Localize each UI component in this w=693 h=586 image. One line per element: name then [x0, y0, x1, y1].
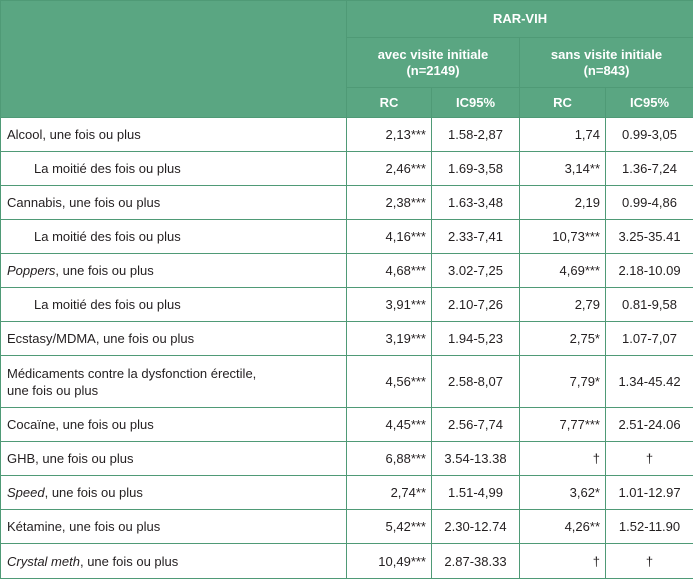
table-row	[1, 442, 693, 476]
cell-rc-avec: 4,16***	[347, 220, 432, 254]
table-row	[1, 356, 693, 408]
table-row	[1, 254, 693, 288]
table-row	[1, 152, 693, 186]
row-label	[1, 442, 347, 476]
cell-ic-avec: 2.33-7,41	[432, 220, 520, 254]
row-label	[1, 356, 347, 408]
cell-ic-sans: 1.52-11.90	[606, 510, 693, 544]
row-label-italic: Poppers	[7, 263, 56, 278]
row-label-text: Kétamine, une fois ou plus	[7, 519, 161, 534]
cell-ic-avec: 1.58-2,87	[432, 118, 520, 152]
subgroup-label: avec visite initiale	[377, 46, 489, 62]
cell-ic-sans: †	[606, 544, 693, 579]
row-label	[1, 254, 347, 288]
cell-rc-avec: 6,88***	[347, 442, 432, 476]
table-row	[1, 544, 693, 579]
column-header-ic: IC95%	[606, 88, 693, 118]
cell-ic-sans: 1.01-12.97	[606, 476, 693, 510]
row-label	[1, 510, 347, 544]
row-label	[1, 220, 347, 254]
row-label-text: Alcool, une fois ou plus	[7, 127, 141, 142]
row-label-text: GHB, une fois ou plus	[7, 451, 134, 466]
row-label-italic: Speed	[7, 485, 45, 500]
table-row	[1, 408, 693, 442]
cell-rc-avec: 4,45***	[347, 408, 432, 442]
cell-ic-avec: 2.87-38.33	[432, 544, 520, 579]
cell-rc-avec: 4,56***	[347, 356, 432, 408]
subgroup-n: (n=2149)	[406, 62, 460, 78]
column-header-rc: RC	[520, 88, 606, 118]
cell-rc-sans: 2,19	[520, 186, 606, 220]
cell-rc-avec: 5,42***	[347, 510, 432, 544]
cell-ic-avec: 2.30-12.74	[432, 510, 520, 544]
cell-rc-avec: 3,91***	[347, 288, 432, 322]
group-header: RAR-VIH	[347, 1, 693, 38]
column-header-ic: IC95%	[432, 88, 520, 118]
cell-ic-sans: 1.36-7,24	[606, 152, 693, 186]
cell-ic-avec: 1.51-4,99	[432, 476, 520, 510]
cell-ic-avec: 2.10-7,26	[432, 288, 520, 322]
row-label-text: La moitié des fois ou plus	[34, 229, 181, 244]
row-label	[1, 544, 347, 579]
cell-ic-avec: 1.69-3,58	[432, 152, 520, 186]
table-row	[1, 118, 693, 152]
cell-rc-sans: †	[520, 544, 606, 579]
cell-ic-sans: 2.18-10.09	[606, 254, 693, 288]
subgroup-header-avec	[347, 38, 520, 88]
row-label	[1, 118, 347, 152]
cell-rc-avec: 2,74**	[347, 476, 432, 510]
row-label	[1, 408, 347, 442]
cell-rc-sans: 7,79*	[520, 356, 606, 408]
cell-ic-sans: †	[606, 442, 693, 476]
row-label	[1, 152, 347, 186]
row-label-text: , une fois ou plus	[55, 263, 154, 278]
cell-rc-sans: 10,73***	[520, 220, 606, 254]
cell-rc-sans: 7,77***	[520, 408, 606, 442]
cell-ic-sans: 0.81-9,58	[606, 288, 693, 322]
cell-rc-sans: 1,74	[520, 118, 606, 152]
table-row	[1, 186, 693, 220]
subgroup-label: sans visite initiale	[550, 46, 663, 62]
cell-rc-avec: 2,38***	[347, 186, 432, 220]
row-label-text: Cannabis, une fois ou plus	[7, 195, 161, 210]
cell-ic-avec: 2.56-7,74	[432, 408, 520, 442]
cell-ic-sans: 0.99-4,86	[606, 186, 693, 220]
subgroup-header-sans	[520, 38, 693, 88]
cell-ic-sans: 3.25-35.41	[606, 220, 693, 254]
row-label-text: Cocaïne, une fois ou plus	[7, 417, 154, 432]
cell-rc-avec: 10,49***	[347, 544, 432, 579]
cell-rc-sans: †	[520, 442, 606, 476]
column-header-rc: RC	[347, 88, 432, 118]
cell-rc-avec: 4,68***	[347, 254, 432, 288]
row-label-line1: Médicaments contre la dysfonction érectile,	[7, 365, 257, 381]
cell-ic-sans: 2.51-24.06	[606, 408, 693, 442]
cell-ic-avec: 3.02-7,25	[432, 254, 520, 288]
cell-rc-sans: 2,75*	[520, 322, 606, 356]
stub-header	[1, 1, 347, 118]
cell-ic-sans: 0.99-3,05	[606, 118, 693, 152]
cell-ic-sans: 1.34-45.42	[606, 356, 693, 408]
row-label-text: , une fois ou plus	[44, 485, 143, 500]
row-label	[1, 288, 347, 322]
row-label	[1, 476, 347, 510]
cell-rc-sans: 2,79	[520, 288, 606, 322]
row-label	[1, 322, 347, 356]
cell-ic-sans: 1.07-7,07	[606, 322, 693, 356]
table-row	[1, 220, 693, 254]
cell-rc-avec: 2,13***	[347, 118, 432, 152]
cell-rc-sans: 4,69***	[520, 254, 606, 288]
cell-ic-avec: 1.63-3,48	[432, 186, 520, 220]
row-label	[1, 186, 347, 220]
row-label-text: Ecstasy/MDMA, une fois ou plus	[7, 331, 195, 346]
cell-ic-avec: 1.94-5,23	[432, 322, 520, 356]
table-row	[1, 476, 693, 510]
row-label-italic: Crystal meth	[7, 553, 80, 569]
cell-rc-sans: 4,26**	[520, 510, 606, 544]
cell-ic-avec: 3.54-13.38	[432, 442, 520, 476]
table-row	[1, 322, 693, 356]
cell-ic-avec: 2.58-8,07	[432, 356, 520, 408]
table-row	[1, 288, 693, 322]
cell-rc-sans: 3,14**	[520, 152, 606, 186]
subgroup-n: (n=843)	[583, 62, 630, 78]
table-row	[1, 510, 693, 544]
row-label-text: , une fois ou plus	[79, 553, 179, 569]
cell-rc-avec: 3,19***	[347, 322, 432, 356]
row-label-text: La moitié des fois ou plus	[34, 297, 181, 312]
cell-rc-sans: 3,62*	[520, 476, 606, 510]
row-label-line2: une fois ou plus	[7, 382, 99, 398]
row-label-text: La moitié des fois ou plus	[34, 161, 181, 176]
cell-rc-avec: 2,46***	[347, 152, 432, 186]
